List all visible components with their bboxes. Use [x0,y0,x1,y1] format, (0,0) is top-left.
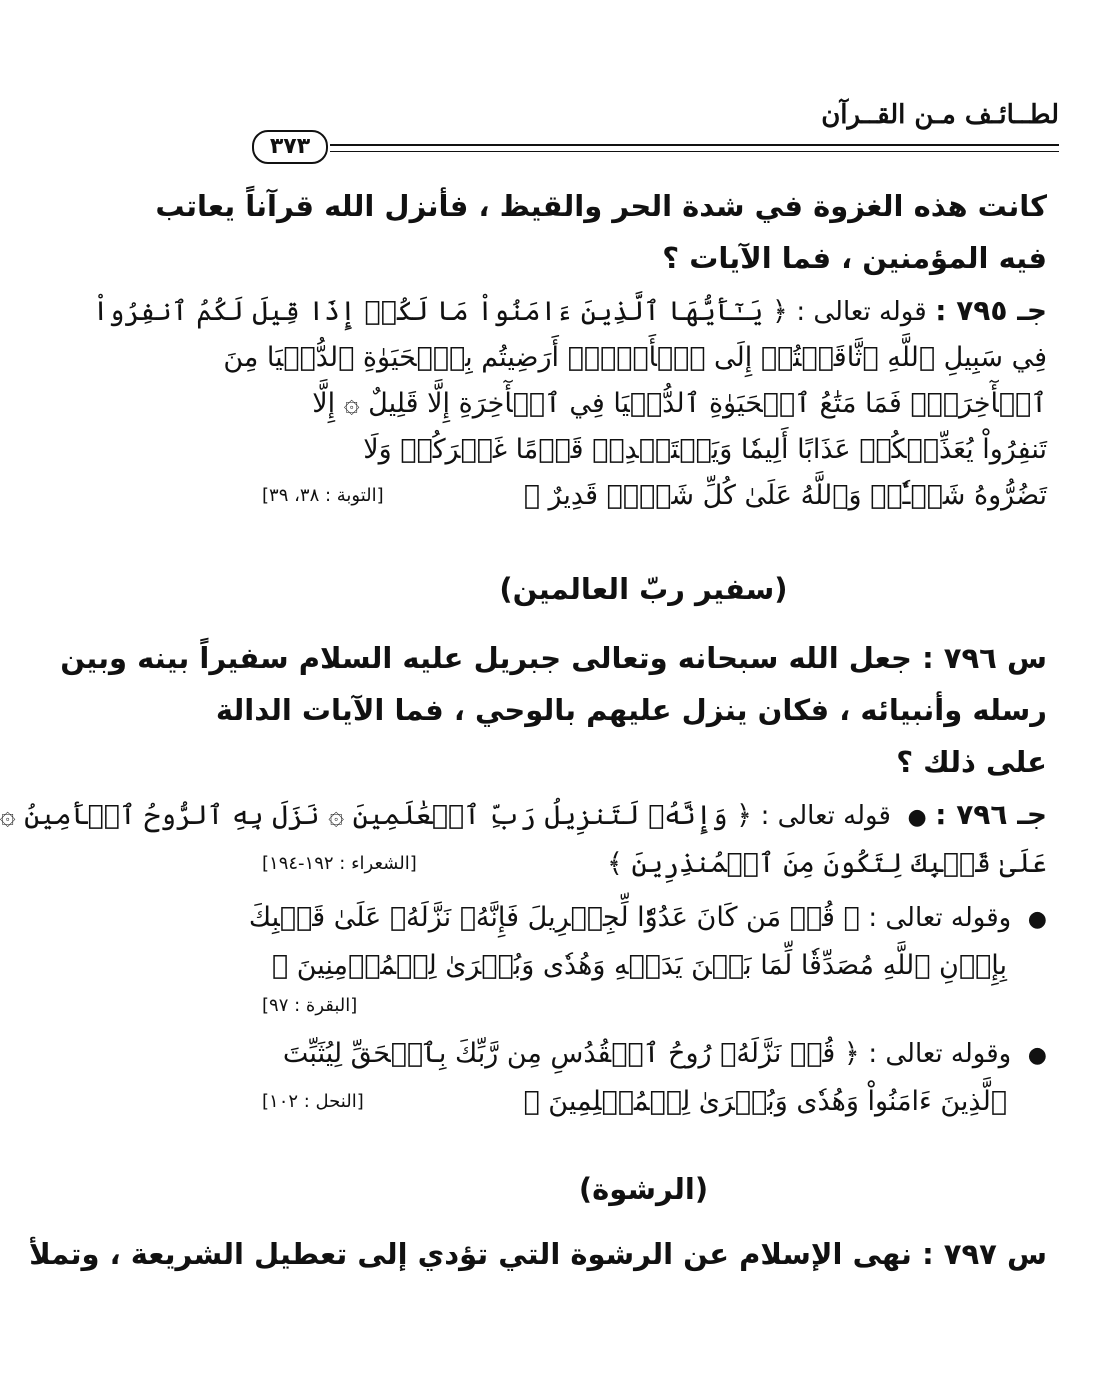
a796-item2-line1 [248,895,1047,943]
a795-verse-4: تَنفِرُواْ يُعَذِّبۡكُمۡ عَذَابًا أَلِيمٗا وَيَسۡتَبۡدِلۡ قَوۡمًا غَيۡرَكُمۡ وَلَا [363,434,1047,465]
q796-line-3: على ذلك ؟ [896,745,1047,779]
bullet-icon: ● [1027,1043,1047,1068]
q796-text-1: جعل الله سبحانه وتعالى جبريل عليه السلام سفيراً بينه وبين [60,641,912,675]
a795-reference: [التوبة : ٣٨، ٣٩] [262,485,384,506]
a796-item1-intro: قوله تعالى : [760,801,891,831]
a795-verse-3: ٱلۡأٓخِرَةِۚ فَمَا مَتَٰعُ ٱلۡحَيَوٰةِ ٱلدُّنۡيَا فِي ٱلۡأٓخِرَةِ إِلَّا قَلِيلٌ ۞ إِلَّا [312,388,1047,419]
bullet-icon: ● [1027,907,1047,932]
q797-line-1 [29,1228,1047,1280]
header-rule [330,144,1059,152]
section-heading-ambassador: (سفير ربّ العالمين) [499,572,788,606]
running-header-title: لطــائـف مـن القــرآن [821,100,1059,130]
a796-item2-reference: [البقرة : ٩٧] [262,995,358,1016]
a795-line-5 [262,473,1047,519]
a796-label: جـ ٧٩٦ : [935,798,1047,831]
a796-item1-reference: [الشعراء : ١٩٢-١٩٤] [262,853,417,874]
a796-item2-intro: وقوله تعالى : [868,903,1012,933]
a796-item2-verse2: بِإِذۡنِ ٱللَّهِ مُصَدِّقٗا لِّمَا بَيۡنَ يَدَيۡهِ وَهُدٗى وَبُشۡرَىٰ لِلۡمُؤۡمِنِينَ ﴾ [271,950,1007,981]
q795-continuation [155,180,1047,284]
a796-item3-line2 [262,1079,1047,1125]
section-heading-bribery: (الرشوة) [578,1172,709,1206]
a795-verse-1: ﴿ يَـٰٓأَيُّهَا ٱلَّذِينَ ءَامَنُواْ مَا لَكُمۡ إِذَا قِيلَ لَكُمُ ٱنفِرُواْ [92,296,788,327]
a796-item1-verse1: ﴿ وَإِنَّهُۥ لَتَنزِيلُ رَبِّ ٱلۡعَٰلَمِينَ ۞ نَزَلَ بِهِ ٱلرُّوحُ ٱلۡأَمِينُ ۞ [0,800,752,831]
a796-item3-reference: [النحل : ١٠٢] [262,1091,364,1112]
a795-intro: قوله تعالى : [796,297,927,327]
page-number: ٣٧٣ [252,130,328,164]
q796-label: س ٧٩٦ : [922,641,1047,675]
answer-796 [0,792,1047,1125]
a796-item2-verse1: ﴿ قُلۡ مَن كَانَ عَدُوّٗا لِّجِبۡرِيلَ فَإِنَّهُۥ نَزَّلَهُۥ عَلَىٰ قَلۡبِكَ [248,902,860,933]
a796-item1-line2 [262,841,1047,887]
question-797 [29,1228,1047,1280]
q795-line-1: كانت هذه الغزوة في شدة الحر والقيظ ، فأنزل الله قرآناً يعاتب [155,189,1047,223]
a796-item1-line1 [0,792,1047,841]
a796-item1-verse2: عَلَىٰ قَلۡبِكَ لِتَكُونَ مِنَ ٱلۡمُنذِرِينَ ﴾ [607,848,1047,879]
bullet-icon: ● [907,805,927,830]
q796-line-1 [60,632,1047,684]
q797-text-1: نهى الإسلام عن الرشوة التي تؤدي إلى تعطيل الشريعة ، وتملأ [29,1237,912,1271]
a796-item3-verse2: ٱلَّذِينَ ءَامَنُواْ وَهُدٗى وَبُشۡرَىٰ لِلۡمُسۡلِمِينَ ﴾ [523,1086,1007,1117]
q797-label: س ٧٩٧ : [922,1237,1047,1271]
q796-line-2: رسله وأنبيائه ، فكان ينزل عليهم بالوحي ، فما الآيات الدالة [215,693,1047,727]
a795-verse-2: فِي سَبِيلِ ٱللَّهِ ٱثَّاقَلۡتُمۡ إِلَى ٱلۡأَرۡضِۚ أَرَضِيتُم بِٱلۡحَيَوٰةِ ٱلدُّنۡيَا مِنَ [223,342,1047,373]
a795-verse-5: تَضُرُّوهُ شَيۡـٔٗاۗ وَٱللَّهُ عَلَىٰ كُلِّ شَيۡءٖ قَدِيرٌ ﴾ [523,480,1047,511]
answer-795 [92,288,1047,519]
a795-label: جـ ٧٩٥ : [935,294,1047,327]
a796-item3-line1 [262,1031,1047,1079]
a796-item3-verse1: ﴿ قُلۡ نَزَّلَهُۥ رُوحُ ٱلۡقُدُسِ مِن رَّبِّكَ بِٱلۡحَقِّ لِيُثَبِّتَ [282,1038,860,1069]
q795-line-2: فيه المؤمنين ، فما الآيات ؟ [662,241,1047,275]
a795-line-1 [92,288,1047,335]
a796-item3-intro: وقوله تعالى : [868,1039,1012,1069]
question-796 [60,632,1047,788]
